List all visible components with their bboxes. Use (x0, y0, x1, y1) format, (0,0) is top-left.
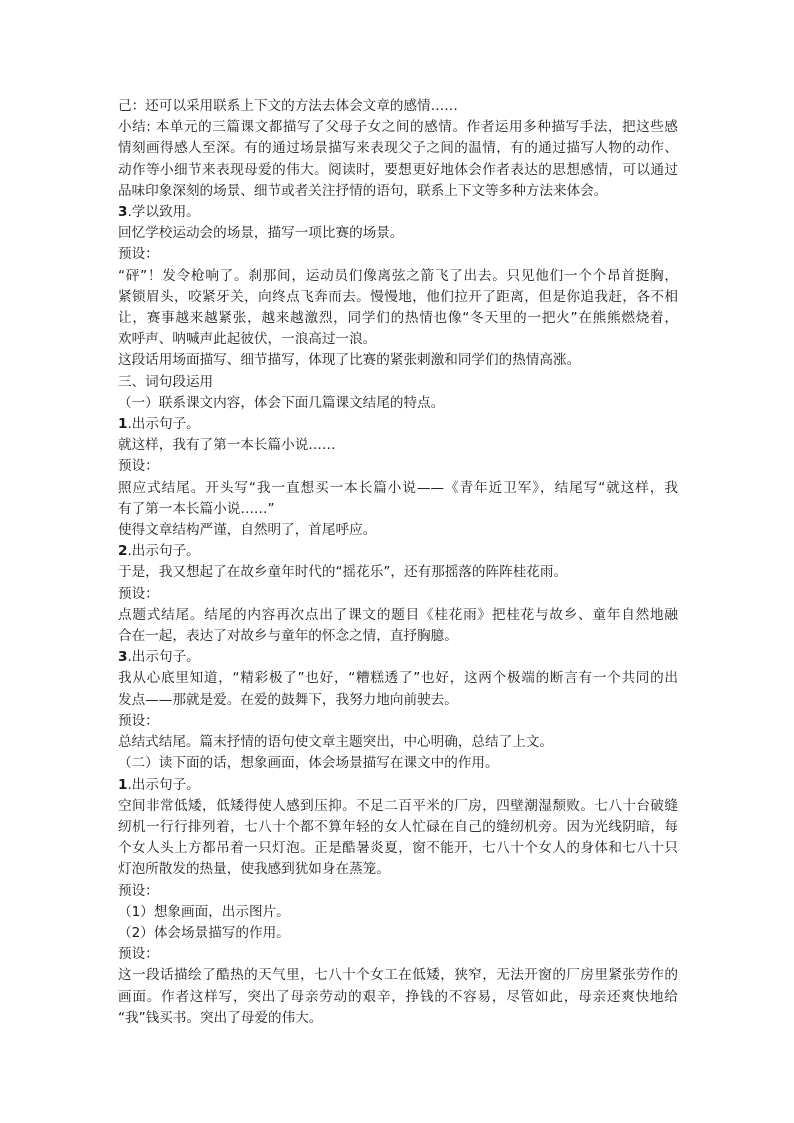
line-text: 回忆学校运动会的场景，描写一项比赛的场景。 (118, 225, 404, 242)
line-text: 个女人头上方都吊着一只灯泡。正是酷暑炎夏，窗不能开，七八十个女人的身体和七八十只 (118, 840, 678, 857)
text-line (118, 711, 678, 732)
text-line (118, 944, 678, 965)
text-line (118, 732, 678, 753)
line-text: （1）想象画面，出示图片。 (118, 903, 290, 920)
line-text: 发点——那就是爱。在爱的鼓舞下，我努力地向前驶去。 (118, 691, 458, 708)
text-line (118, 520, 678, 541)
text-line (118, 372, 678, 393)
line-text: 画面。作者这样写，突出了母亲劳动的艰辛，挣钱的不容易，尽管如此，母亲还爽快地给 (118, 988, 678, 1005)
text-line (118, 838, 678, 859)
line-text: 预设： (118, 246, 159, 263)
text-line (118, 775, 678, 796)
line-text: .出示句子。 (127, 543, 200, 560)
text-line (118, 881, 678, 902)
line-text: 预设： (118, 946, 159, 963)
line-text: 紧锁眉头，咬紧牙关，向终点飞奔而去。慢慢地，他们拉开了距离，但是你追我赶，各不相 (118, 288, 678, 305)
text-line (118, 987, 678, 1008)
text-line (118, 160, 678, 181)
item-number: 3 (118, 204, 128, 221)
text-line (118, 902, 678, 923)
text-line (118, 690, 678, 711)
line-text: 预设： (118, 585, 159, 602)
text-line (118, 605, 678, 626)
text-line (118, 859, 678, 880)
text-line (118, 562, 678, 583)
text-line (118, 329, 678, 350)
line-text: 有了第一本长篇小说……” (118, 500, 275, 517)
item-number: 3 (118, 649, 128, 666)
text-line (118, 117, 678, 138)
item-number: 1 (118, 776, 128, 793)
line-text: “我”钱买书。突出了母爱的伟大。 (118, 1009, 323, 1026)
line-text: 预设： (118, 712, 159, 729)
line-text: 品味印象深刻的场景、细节或者关注抒情的语句，联系上下文等多种方法来体会。 (118, 182, 608, 199)
line-text: 总结式结尾。篇末抒情的语句使文章主题突出，中心明确，总结了上文。 (118, 734, 553, 751)
text-line (118, 202, 678, 223)
line-text: （2）体会场景描写的作用。 (118, 924, 290, 941)
line-text: 灯泡所散发的热量，使我感到犹如身在蒸笼。 (118, 861, 390, 878)
line-text: 欢呼声、呐喊声此起彼伏，一浪高过一浪。 (118, 331, 377, 348)
line-text: .出示句子。 (127, 649, 200, 666)
text-line (118, 753, 678, 774)
line-text: 情刻画得感人至深。有的通过场景描写来表现父子之间的温情，有的通过描写人物的动作、 (118, 140, 678, 157)
document-body (118, 96, 678, 1029)
line-text: .出示句子。 (127, 416, 200, 433)
line-text: （二）读下面的话，想象画面，体会场景描写在课文中的作用。 (118, 755, 499, 772)
text-line (118, 266, 678, 287)
line-text: 就这样，我有了第一本长篇小说…… (118, 437, 336, 454)
line-text: 合在一起，表达了对故乡与童年的怀念之情，直抒胸臆。 (118, 628, 458, 645)
text-line (118, 796, 678, 817)
line-text: 预设： (118, 458, 159, 475)
line-text: 使得文章结构严谨，自然明了，首尾呼应。 (118, 522, 377, 539)
line-text: 我从心底里知道，“精彩极了”也好，“糟糕透了”也好，这两个极端的断言有一个共同的出 (118, 670, 678, 687)
line-text: .学以致用。 (127, 204, 200, 221)
line-text: 让，赛事越来越紧张，越来越激烈，同学们的热情也像“冬天里的一把火”在熊熊燃烧着， (118, 310, 678, 327)
text-line (118, 584, 678, 605)
text-line (118, 456, 678, 477)
item-number: 2 (118, 543, 128, 560)
text-line (118, 626, 678, 647)
line-text: 这一段话描绘了酷热的天气里，七八十个女工在低矮，狭窄，无法开窗的厂房里紧张劳作的 (118, 967, 678, 984)
text-line (118, 499, 678, 520)
text-line (118, 138, 678, 159)
line-text: 纫机一行行排列着，七八十个都不算年轻的女人忙碌在自己的缝纫机旁。因为光线阴暗，每 (118, 818, 678, 835)
text-line (118, 817, 678, 838)
line-text: 动作等小细节来表现母爱的伟大。阅读时，要想更好地体会作者表达的思想感情，可以通过 (118, 161, 678, 178)
line-text: 小结: 本单元的三篇课文都描写了父母子女之间的感情。作者运用多种描写手法，把这些感 (118, 119, 678, 136)
text-line (118, 414, 678, 435)
text-line (118, 287, 678, 308)
line-text: 己：还可以采用联系上下文的方法去体会文章的感情…… (118, 98, 458, 114)
text-line (118, 96, 678, 117)
text-line (118, 923, 678, 944)
text-line (118, 244, 678, 265)
text-line (118, 965, 678, 986)
line-text: 照应式结尾。开头写“我一直想买一本长篇小说——《青年近卫军》，结尾写“就这样，我 (118, 479, 678, 496)
text-line (118, 435, 678, 456)
item-number: 1 (118, 416, 128, 433)
line-text: “砰”！发令枪响了。刹那间，运动员们像离弦之箭飞了出去。只见他们一个个昂首挺胸， (118, 267, 678, 284)
text-line (118, 308, 678, 329)
text-line (118, 223, 678, 244)
text-line (118, 541, 678, 562)
line-text: 三、词句段运用 (118, 373, 214, 390)
text-line (118, 181, 678, 202)
line-text: （一）联系课文内容，体会下面几篇课文结尾的特点。 (118, 394, 445, 411)
line-text: .出示句子。 (127, 776, 200, 793)
text-line (118, 647, 678, 668)
line-text: 预设： (118, 882, 159, 899)
text-line (118, 393, 678, 414)
line-text: 点题式结尾。结尾的内容再次点出了课文的题目《桂花雨》把桂花与故乡、童年自然地融 (118, 606, 678, 623)
text-line (118, 1008, 678, 1029)
text-line (118, 668, 678, 689)
text-line (118, 350, 678, 371)
line-text: 于是，我又想起了在故乡童年时代的“摇花乐”，还有那摇落的阵阵桂花雨。 (118, 564, 568, 581)
text-line (118, 478, 678, 499)
line-text: 空间非常低矮，低矮得使人感到压抑。不足二百平米的厂房，四壁潮湿颓败。七八十台破缝 (118, 797, 678, 814)
line-text: 这段话用场面描写、细节描写，体现了比赛的紧张刺激和同学们的热情高涨。 (118, 352, 581, 369)
